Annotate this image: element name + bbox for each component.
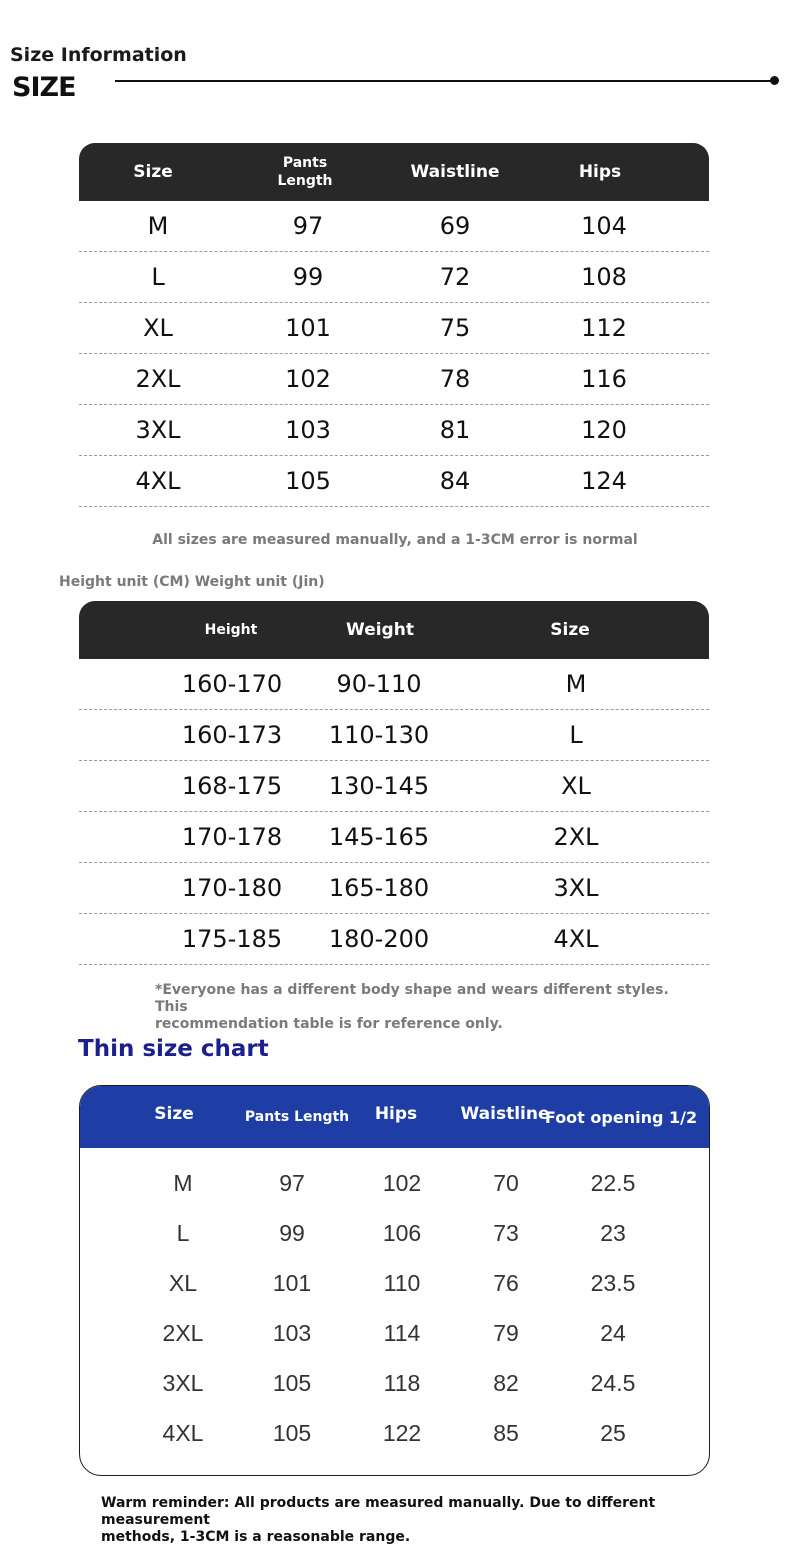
cell-size: L: [569, 721, 583, 749]
cell-waistline: 70: [493, 1170, 519, 1196]
header-size: Size: [154, 1104, 194, 1124]
reference-note-line: *Everyone has a different body shape and wears different styles. This: [155, 982, 669, 1015]
cell-pants-length: 101: [272, 1270, 312, 1296]
cell-size: 4XL: [135, 467, 181, 495]
cell-hips: 102: [382, 1170, 422, 1196]
reference-note: [155, 982, 675, 1033]
cell-hips: 120: [581, 416, 627, 444]
table-row: [79, 303, 709, 354]
cell-height: 170-180: [181, 874, 283, 902]
header-size: Size: [550, 620, 590, 640]
cell-pants-length: 97: [279, 1170, 305, 1196]
cell-weight: 180-200: [328, 925, 430, 953]
cell-hips: 112: [581, 314, 627, 342]
header-waistline: Waistline: [460, 1104, 550, 1124]
reference-note-line: recommendation table is for reference only.: [155, 1016, 503, 1032]
cell-hips: 104: [581, 212, 627, 240]
table-row: [80, 1208, 709, 1258]
cell-weight: 110-130: [328, 721, 430, 749]
cell-size: M: [565, 670, 587, 698]
cell-hips: 108: [581, 263, 627, 291]
cell-waistline: 85: [493, 1420, 519, 1446]
table-row: [79, 914, 709, 965]
warm-reminder: [101, 1495, 701, 1546]
cell-waistline: 75: [439, 314, 471, 342]
table-row: [79, 252, 709, 303]
cell-pants-length: 105: [285, 467, 331, 495]
cell-waistline: 69: [439, 212, 471, 240]
cell-size: 2XL: [135, 365, 181, 393]
cell-foot-opening: 22.5: [590, 1170, 636, 1196]
size-table-header: [79, 143, 709, 201]
table-row: [79, 812, 709, 863]
cell-size: 2XL: [162, 1320, 204, 1346]
table-row: [80, 1408, 709, 1458]
header-waistline: Waistline: [410, 162, 500, 182]
cell-hips: 124: [581, 467, 627, 495]
recommendation-table-body: [79, 659, 709, 965]
table-row: [79, 863, 709, 914]
warm-reminder-line: Warm reminder: All products are measured manually. Due to different measurement: [101, 1495, 656, 1528]
cell-size: XL: [561, 772, 591, 800]
table-row: [79, 761, 709, 812]
header-size: Size: [133, 162, 173, 182]
table-row: [80, 1158, 709, 1208]
table-row: [80, 1308, 709, 1358]
cell-weight: 145-165: [328, 823, 430, 851]
cell-hips: 106: [382, 1220, 422, 1246]
cell-size: 2XL: [553, 823, 599, 851]
table-row: [79, 201, 709, 252]
cell-foot-opening: 24: [600, 1320, 626, 1346]
cell-size: XL: [168, 1270, 198, 1296]
cell-height: 160-173: [181, 721, 283, 749]
unit-note: Height unit (CM) Weight unit (Jin): [59, 574, 325, 590]
cell-waistline: 73: [493, 1220, 519, 1246]
cell-foot-opening: 25: [600, 1420, 626, 1446]
cell-pants-length: 105: [272, 1370, 312, 1396]
thin-size-table: [79, 1085, 710, 1476]
thin-size-chart-title: Thin size chart: [78, 1036, 269, 1062]
page-subtitle: SIZE: [12, 72, 76, 103]
cell-hips: 118: [383, 1370, 421, 1396]
cell-waistline: 76: [493, 1270, 519, 1296]
cell-size: L: [176, 1220, 190, 1246]
table-row: [80, 1358, 709, 1408]
cell-size: 4XL: [553, 925, 599, 953]
cell-size: 4XL: [162, 1420, 204, 1446]
cell-hips: 114: [383, 1320, 421, 1346]
cell-height: 175-185: [181, 925, 283, 953]
cell-foot-opening: 24.5: [590, 1370, 636, 1396]
cell-height: 160-170: [181, 670, 283, 698]
warm-reminder-line: methods, 1-3CM is a reasonable range.: [101, 1529, 411, 1545]
cell-height: 168-175: [181, 772, 283, 800]
header-pants-length: Pants Length: [244, 1109, 350, 1125]
table-row: [79, 710, 709, 761]
cell-pants-length: 99: [279, 1220, 305, 1246]
cell-waistline: 72: [439, 263, 471, 291]
header-hips: Hips: [578, 162, 622, 182]
cell-pants-length: 97: [292, 212, 324, 240]
header-hips: Hips: [374, 1104, 418, 1124]
cell-pants-length: 103: [272, 1320, 312, 1346]
table-row: [79, 405, 709, 456]
cell-pants-length: 105: [272, 1420, 312, 1446]
cell-pants-length: 102: [285, 365, 331, 393]
header-divider: [115, 80, 773, 82]
cell-weight: 165-180: [328, 874, 430, 902]
cell-pants-length: 99: [292, 263, 324, 291]
cell-waistline: 82: [493, 1370, 519, 1396]
cell-size: 3XL: [135, 416, 181, 444]
cell-size: M: [147, 212, 169, 240]
cell-waistline: 79: [493, 1320, 519, 1346]
cell-hips: 116: [581, 365, 627, 393]
cell-weight: 90-110: [336, 670, 422, 698]
size-table-body: [79, 201, 709, 507]
cell-waistline: 81: [439, 416, 471, 444]
recommendation-table-header: [79, 601, 709, 659]
cell-waistline: 84: [439, 467, 471, 495]
measurement-note: All sizes are measured manually, and a 1-3CM error is normal: [152, 532, 638, 548]
cell-size: XL: [143, 314, 173, 342]
header-pants-length: Pants Length: [277, 155, 333, 189]
cell-pants-length: 101: [285, 314, 331, 342]
cell-size: M: [173, 1170, 193, 1196]
table-row: [80, 1258, 709, 1308]
header-foot-opening: Foot opening 1/2: [544, 1107, 698, 1127]
table-row: [79, 456, 709, 507]
cell-hips: 122: [382, 1420, 422, 1446]
cell-size: 3XL: [162, 1370, 204, 1396]
cell-foot-opening: 23.5: [590, 1270, 636, 1296]
cell-waistline: 78: [439, 365, 471, 393]
page-title: Size Information: [10, 44, 187, 66]
table-row: [79, 354, 709, 405]
header-height: Height: [204, 622, 258, 638]
header-divider-dot: [770, 76, 779, 85]
thin-size-table-header: [80, 1086, 709, 1148]
cell-foot-opening: 23: [600, 1220, 626, 1246]
cell-size: 3XL: [553, 874, 599, 902]
cell-hips: 110: [383, 1270, 421, 1296]
cell-pants-length: 103: [285, 416, 331, 444]
cell-height: 170-178: [181, 823, 283, 851]
header-weight: Weight: [346, 620, 414, 640]
cell-size: L: [151, 263, 165, 291]
table-row: [79, 659, 709, 710]
cell-weight: 130-145: [328, 772, 430, 800]
